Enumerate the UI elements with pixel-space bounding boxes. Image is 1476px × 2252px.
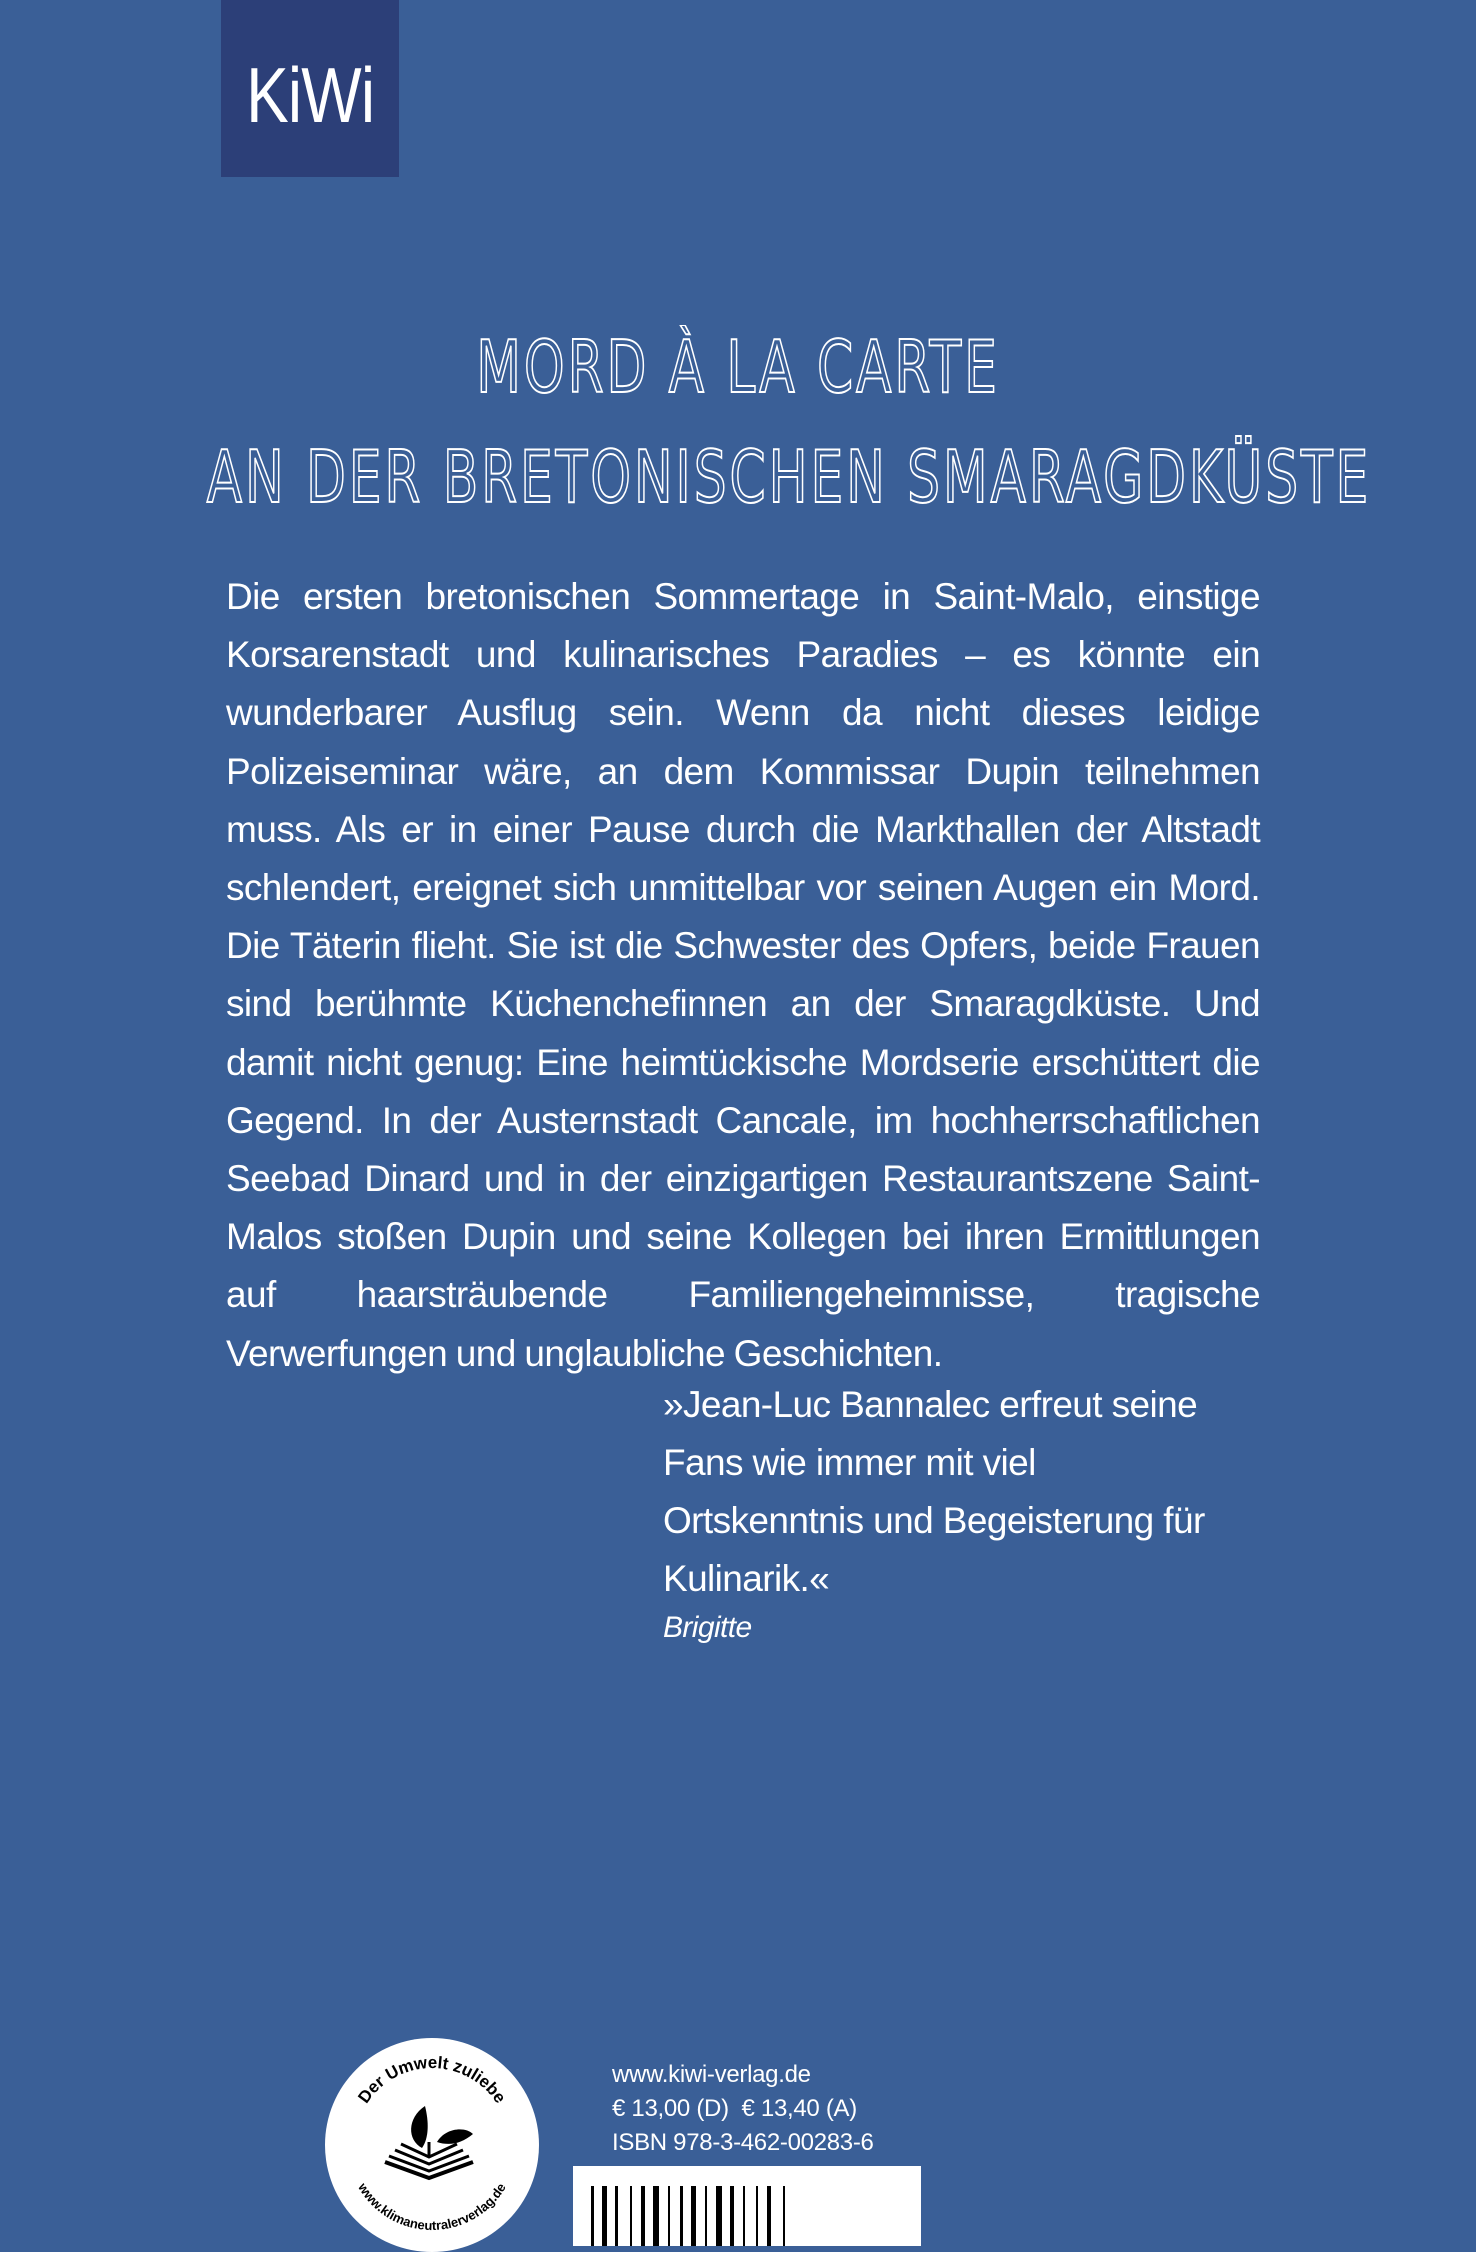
review-quote (663, 1376, 1223, 1652)
headline-line-1: MORD À LA CARTE (476, 325, 1000, 409)
blurb-text: Die ersten bretonischen Sommertage in Saint-Malo, einstige Korsarenstadt und kulinarisches Paradies – es könnte ein wunderbarer Ausflug sein. Wenn da nicht dieses leidige Polizeiseminar wäre, an dem Kommissar Dupin teilnehmen muss. Als er in einer Pause durch die Markthallen der Altstadt schlendert, ereignet sich unmittelbar vor seinen Augen ein Mord. Die Täterin flieht. Sie ist die Schwester des Opfers, beide Frauen sind berühmte Küchenchefinnen an der Smaragdküste. Und damit nicht genug: Eine heimtückische Mordserie erschüttert die Gegend. In der Austernstadt Cancale, im hochherrschaftlichen Seebad Dinard und in der einzigartigen Restaurantszene Saint-Malos stoßen Dupin und seine Kollegen bei ihren Ermittlungen auf haarsträubende Familiengeheimnisse, tragische Verwerfungen und unglaubliche Geschichten. (226, 576, 1260, 1374)
headline-line-2: AN DER BRETONISCHEN SMARAGDKÜSTE (206, 435, 1372, 519)
isbn: ISBN 978-3-462-00283-6 (612, 2129, 874, 2156)
badge-bottom-text: www.klimaneutralerverlag.de (355, 2180, 509, 2234)
book-info (612, 2058, 932, 2160)
svg-text:Der Umwelt zuliebe (354, 2053, 509, 2107)
book-leaf-icon (385, 2106, 473, 2178)
logo-text: KiWi (245, 51, 375, 139)
barcode-bar (691, 2186, 696, 2246)
barcode-bar (783, 2186, 785, 2246)
barcode-bar (641, 2186, 645, 2246)
quote-source: Brigitte (663, 1611, 752, 1644)
barcode-bar (716, 2186, 722, 2246)
quote-text: »Jean-Luc Bannalec erfreut seine Fans wie immer mit viel Ortskenntnis und Begeisterung für Kulinarik.« (663, 1384, 1205, 1599)
barcode-bar (653, 2186, 659, 2246)
publisher-website: www.kiwi-verlag.de (612, 2061, 811, 2088)
barcode-bar (767, 2186, 771, 2246)
barcode-bar (615, 2186, 618, 2246)
svg-text:www.klimaneutralerverlag.de (355, 2179, 509, 2233)
barcode (573, 2166, 921, 2246)
badge-top-text: Der Umwelt zuliebe (354, 2053, 510, 2107)
barcode-bar (680, 2186, 683, 2246)
barcode-bar (743, 2186, 745, 2246)
barcode-bar (602, 2186, 607, 2246)
barcode-bar (730, 2186, 734, 2246)
barcode-bar (756, 2186, 758, 2246)
barcode-bar (705, 2186, 707, 2246)
headline (0, 312, 1476, 532)
price: € 13,00 (D) € 13,40 (A) (612, 2095, 857, 2122)
publisher-logo (221, 0, 399, 177)
barcode-bar (668, 2186, 670, 2246)
barcode-bar (591, 2186, 594, 2246)
barcode-bar (630, 2186, 632, 2246)
badge-graphic (325, 2038, 539, 2252)
climate-neutral-badge (325, 2038, 539, 2252)
